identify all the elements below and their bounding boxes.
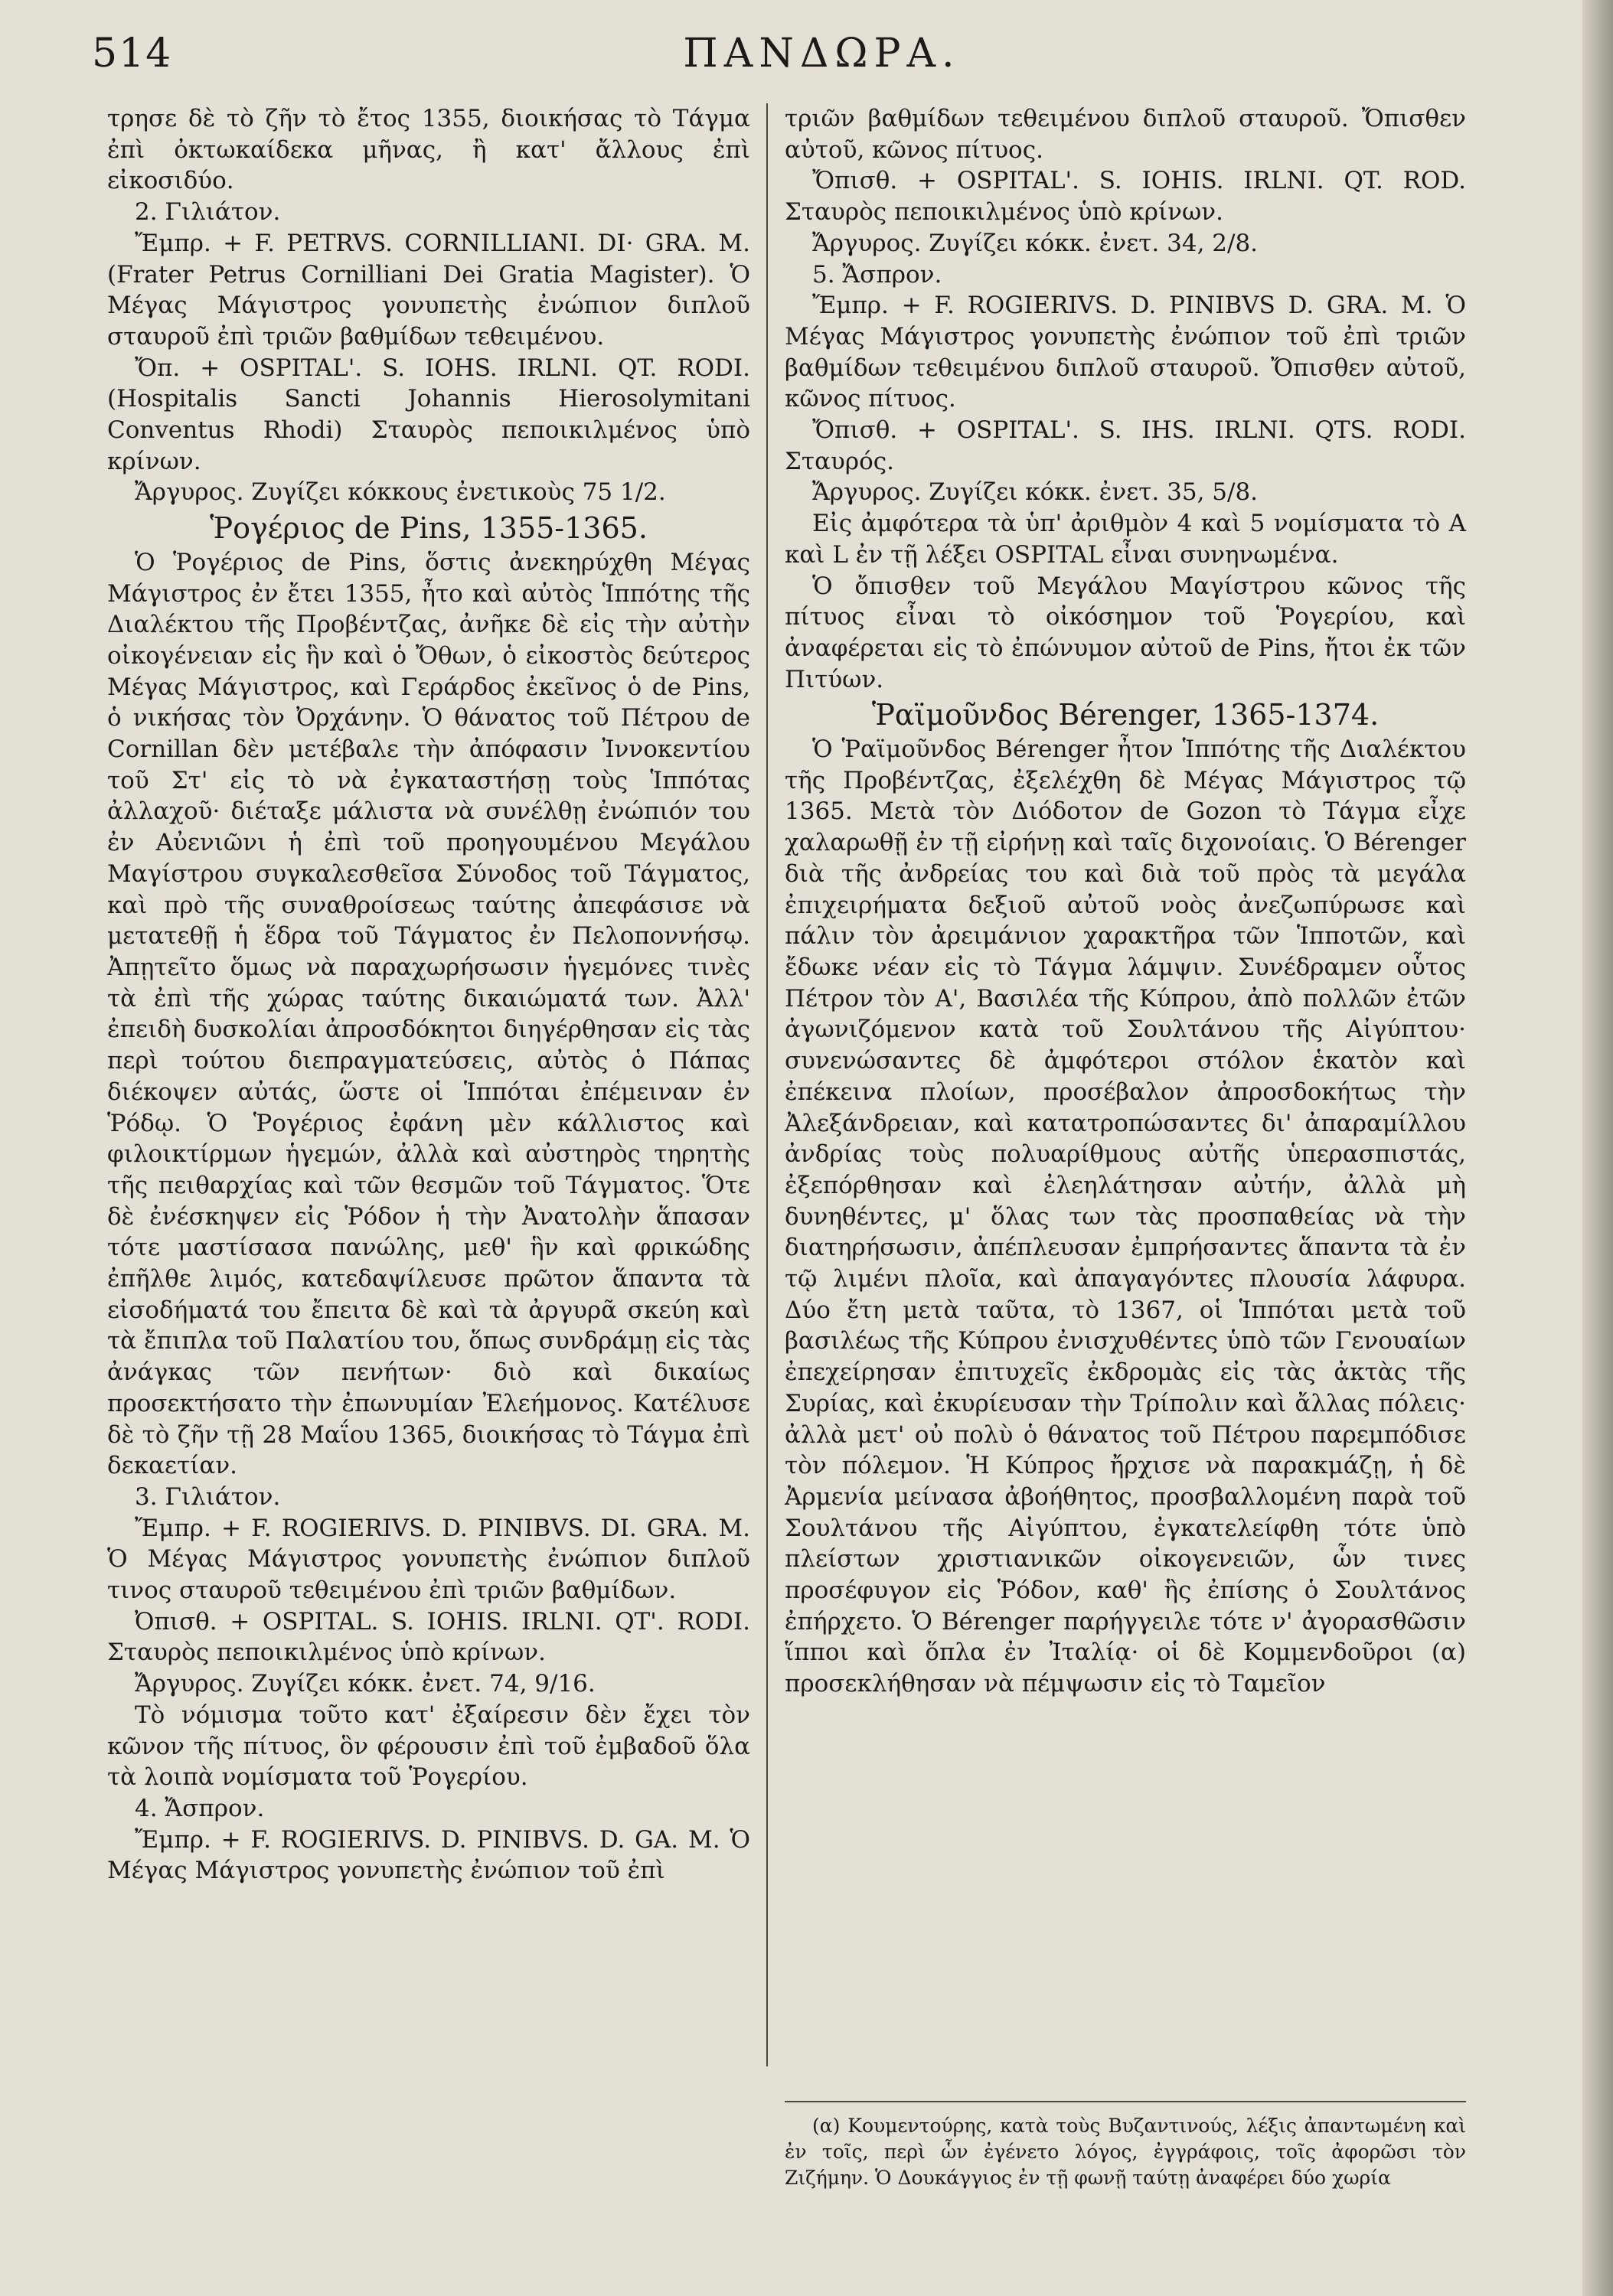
section-heading: Ῥογέριος de Pins, 1355-1365. bbox=[210, 511, 648, 546]
text-paragraph: Ὁ ὄπισθεν τοῦ Μεγάλου Μαγίστρου κῶνος τῆς πίτυος εἶναι τὸ οἰκόσημον τοῦ Ῥογερίου, καὶ ἀναφέρεται εἰς τὸ ἐπώνυμον αὐτοῦ de Pins, ἤτοι ἐκ τῶν Πιτύων. bbox=[785, 572, 1466, 693]
text-paragraph: Ἔμπρ. + F. PETRVS. CORNILLIANI. DI· GRA. M. (Frater Petrus Cornilliani Dei Gratia Magister). Ὁ Μέγας Μάγιστρος γονυπετὴς ἐνώπιον διπλοῦ σταυροῦ ἐπὶ τριῶν βαθμίδων τεθειμένου. bbox=[107, 229, 750, 351]
section-heading: Ῥαϊμοῦνδος Bérenger, 1365-1374. bbox=[871, 698, 1380, 732]
text-paragraph: Ὄπ. + OSPITAL'. S. IOHS. IRLNI. QT. RODI. (Hospitalis Sancti Johannis Hierosolymitani Conventus Rhodi) Σταυρὸς πεποικιλμένος ὑπὸ κρίνων. bbox=[107, 354, 750, 475]
text-paragraph: Ἄργυρος. Ζυγίζει κόκκ. ἐνετ. 34, 2/8. bbox=[812, 229, 1259, 257]
text-paragraph: Ὄπισθ. + OSPITAL'. S. IHS. IRLNI. QTS. RODI. Σταυρός. bbox=[785, 416, 1466, 475]
text-paragraph: Ἔμπρ. + F. ROGIERIVS. D. PINIBVS D. GRA. M. Ὁ Μέγας Μάγιστρος γονυπετὴς ἐνώπιον τοῦ ἐπὶ τριῶν βαθμίδων τεθειμένου διπλοῦ σταυροῦ. Ὄπισθεν αὐτοῦ, κῶνος πίτυος. bbox=[785, 292, 1466, 413]
page-edge-shadow bbox=[1582, 0, 1613, 2296]
page-header bbox=[92, 31, 1552, 92]
text-paragraph: Ὀπισθ. + OSPITAL. S. IOHIS. IRLNI. QT'. RODI. Σταυρὸς πεποικιλμένος ὑπὸ κρίνων. bbox=[107, 1607, 750, 1667]
footnote-a: (α) Κουμεντούρης, κατὰ τοὺς Βυζαντινούς, λέξις ἀπαντωμένη καὶ ἐν τοῖς, περὶ ὧν ἐγένετο λόγος, ἐγγράφοις, τοῖς ἀφορῶσι τὸν Ζιζήμην. Ὁ Δουκάγγιος ἐν τῇ φωνῇ ταύτῃ ἀναφέρει δύο χωρία bbox=[785, 2115, 1466, 2189]
page-number: 514 bbox=[92, 31, 173, 77]
text-paragraph: 4. Ἄσπρον. bbox=[135, 1794, 265, 1822]
footnotes bbox=[785, 2101, 1466, 2191]
text-paragraph: 3. Γιλιάτον. bbox=[135, 1482, 281, 1511]
text-paragraph: τριῶν βαθμίδων τεθειμένου διπλοῦ σταυροῦ. Ὄπισθεν αὐτοῦ, κῶνος πίτυος. bbox=[785, 105, 1466, 164]
text-paragraph: Ἄργυρος. Ζυγίζει κόκκ. ἐνετ. 74, 9/16. bbox=[135, 1670, 596, 1698]
text-paragraph: Ὄπισθ. + OSPITAL'. S. IOHIS. IRLNI. QT. ROD. Σταυρὸς πεποικιλμένος ὑπὸ κρίνων. bbox=[785, 167, 1466, 227]
text-paragraph: Ἔμπρ. + F. ROGIERIVS. D. PINIBVS. DI. GRA. M. Ὁ Μέγας Μάγιστρος γονυπετὴς ἐνώπιον διπλοῦ τινος σταυροῦ τεθειμένου ἐπὶ τριῶν βαθμίδων. bbox=[107, 1514, 750, 1605]
text-paragraph: Ὁ Ῥογέριος de Pins, ὅστις ἀνεκηρύχθη Μέγας Μάγιστρος ἐν ἔτει 1355, ἦτο καὶ αὐτὸς Ἱππότης τῆς Διαλέκτου τῆς Προβέντζας, ἀνῆκε δὲ εἰς τὴν αὐτὴν οἰκογένειαν εἰς ἣν καὶ ὁ Ὄθων, ὁ εἰκοστὸς δεύτερος Μέγας Μάγιστρος, καὶ Γεράρδος ἐκεῖνος ὁ de Pins, ὁ νικήσας τὸν Ὀρχάνην. Ὁ θάνατος τοῦ Πέτρου de Cornillan δὲν μετέβαλε τὴν ἀπόφασιν Ἰννοκεντίου τοῦ Στ' εἰς τὸ νὰ ἐγκαταστήσῃ τοὺς Ἱππότας ἀλλαχοῦ· διέταξε μάλιστα νὰ συνέλθῃ ἐνώπιόν του ἐν Αὐενιῶνι ἡ ἐπὶ τοῦ προηγουμένου Μεγάλου Μαγίστρου συγκαλεσθεῖσα Σύνοδος τοῦ Τάγματος, καὶ πρὸ τῆς συναθροίσεως ταύτης ἀπεφάσισε νὰ μετατεθῇ ἡ ἕδρα τοῦ Τάγματος ἐν Πελοποννήσῳ. Ἀπῃτεῖτο ὅμως νὰ παραχωρήσωσιν ἡγεμόνες τινὲς τὰ ἐπὶ τῆς χώρας ταύτης δικαιώματά των. Ἀλλ' ἐπειδὴ δυσκολίαι ἀπροσδόκητοι διηγέρθησαν εἰς τὰς περὶ τούτου διεπραγματεύσεις, αὐτὸς ὁ Πάπας διέκοψεν αὐτάς, ὥστε οἱ Ἱππόται ἐπέμειναν ἐν Ῥόδῳ. Ὁ Ῥογέριος ἐφάνη μὲν κάλλιστος καὶ φιλοικτίρμων ἡγεμών, ἀλλὰ καὶ αὐστηρὸς τηρητὴς τῆς πειθαρχίας καὶ τῶν θεσμῶν τοῦ Τάγματος. Ὅτε δὲ ἐνέσκηψεν εἰς Ῥόδον ἡ τὴν Ἀνατολὴν ἅπασαν τότε μαστίσασα πανώλης, μεθ' ἣν καὶ φρικώδης ἐπῆλθε λιμός, κατεδαψίλευσε πρῶτον ἅπαντα τὰ εἰσοδήματά του ἔπειτα δὲ καὶ τὰ ἀργυρᾶ σκεύη καὶ τὰ ἔπιπλα τοῦ Παλατίου του, ὅπως συνδράμῃ εἰς τὰς ἀνάγκας τῶν πενήτων· διὸ καὶ δικαίως προσεκτήσατο τὴν ἐπωνυμίαν Ἐλεήμονος. Κατέλυσε δὲ τὸ ζῆν τῇ 28 Μαΐου 1365, διοικήσας τὸ Τάγμα ἐπὶ δεκαετίαν. bbox=[107, 548, 750, 1480]
text-paragraph: Ἄργυρος. Ζυγίζει κόκκους ἐνετικοὺς 75 1/2. bbox=[135, 478, 666, 507]
text-paragraph: 2. Γιλιάτον. bbox=[135, 198, 281, 227]
right-column bbox=[785, 103, 1466, 1700]
text-paragraph: Ὁ Ῥαϊμοῦνδος Bérenger ἦτον Ἱππότης τῆς Διαλέκτου τῆς Προβέντζας, ἐξελέχθη δὲ Μέγας Μάγιστρος τῷ 1365. Μετὰ τὸν Διόδοτον de Gozon τὸ Τάγμα εἶχε χαλαρωθῇ ἐν τῇ εἰρήνῃ καὶ ταῖς διχονοίαις. Ὁ Bérenger διὰ τῆς ἀνδρείας του καὶ διὰ τοῦ πρὸς τὰ μεγάλα ἐπιχειρήματα δεξιοῦ αὐτοῦ νοὸς ἀνεζωπύρωσε καὶ πάλιν τὸν ἀρειμάνιον χαρακτῆρα τῶν Ἱπποτῶν, καὶ ἔδωκε νέαν εἰς τὸ Τάγμα λάμψιν. Συνέδραμεν οὗτος Πέτρον τὸν Α', Βασιλέα τῆς Κύπρου, ἀπὸ πολλῶν ἐτῶν ἀγωνιζόμενον κατὰ τοῦ Σουλτάνου τῆς Αἰγύπτου· συνενώσαντες δὲ ἀμφότεροι στόλον ἑκατὸν καὶ ἐπέκεινα πλοίων, προσέβαλον ἀπροσδοκήτως τὴν Ἀλεξάνδρειαν, καὶ κατατροπώσαντες δι' ἀπαραμίλλου ἀνδρίας τοὺς πολυαρίθμους αὐτῆς ὑπερασπιστάς, ἐξεπόρθησαν καὶ ἐλεηλάτησαν αὐτήν, ἀλλὰ μὴ δυνηθέντες, μ' ὅλας των τὰς προσπαθείας νὰ τὴν διατηρήσωσιν, ἀπέπλευσαν ἐμπρήσαντες ἅπαντα τὰ ἐν τῷ λιμένι πλοῖα, καὶ ἀπαγαγόντες πλουσία λάφυρα. Δύο ἔτη μετὰ ταῦτα, τὸ 1367, οἱ Ἱππόται μετὰ τοῦ βασιλέως τῆς Κύπρου ἐνισχυθέντες ὑπὸ τῶν Γενουαίων ἐπεχείρησαν ἐπιτυχεῖς ἐκδρομὰς εἰς τὰς ἀκτὰς τῆς Συρίας, καὶ ἐκυρίευσαν τὴν Τρίπολιν καὶ ἄλλας πόλεις· ἀλλὰ μετ' οὐ πολὺ ὁ θάνατος τοῦ Πέτρου παρεμπόδισε τὸν πόλεμον. Ἡ Κύπρος ἤρχισε νὰ παρακμάζῃ, ἡ δὲ Ἀρμενία μείνασα ἀβοήθητος, προσβαλλομένη παρὰ τοῦ Σουλτάνου τῆς Αἰγύπτου, ἐγκατελείφθη τότε ὑπὸ πλείστων χριστιανικῶν οἰκογενειῶν, ὧν τινες προσέφυγον εἰς Ῥόδον, καθ' ἣς ἐπίσης ὁ Σουλτάνος ἐπήρχετο. Ὁ Bérenger παρήγγειλε τότε ν' ἀγορασθῶσιν ἵπποι καὶ ὅπλα ἐν Ἰταλίᾳ· οἱ δὲ Κομμενδοῦροι (α) προσεκλήθησαν νὰ πέμψωσιν εἰς τὸ Ταμεῖον bbox=[785, 735, 1466, 1698]
running-title: ΠΑΝΔΩΡΑ. bbox=[683, 31, 961, 77]
text-paragraph: Ἔμπρ. + F. ROGIERIVS. D. PINIBVS. D. GA. M. Ὁ Μέγας Μάγιστρος γονυπετὴς ἐνώπιον τοῦ ἐπὶ bbox=[107, 1825, 750, 1885]
text-paragraph: Ἄργυρος. Ζυγίζει κόκκ. ἐνετ. 35, 5/8. bbox=[812, 478, 1259, 507]
column-divider bbox=[766, 103, 768, 2066]
text-paragraph: Τὸ νόμισμα τοῦτο κατ' ἐξαίρεσιν δὲν ἔχει τὸν κῶνον τῆς πίτυος, ὃν φέρουσιν ἐπὶ τοῦ ἐμβαδοῦ ὅλα τὰ λοιπὰ νομίσματα τοῦ Ῥογερίου. bbox=[107, 1701, 750, 1792]
text-paragraph: 5. Ἄσπρον. bbox=[812, 260, 942, 289]
text-paragraph: Εἰς ἀμφότερα τὰ ὑπ' ἀριθμὸν 4 καὶ 5 νομίσματα τὸ A καὶ L ἐν τῇ λέξει OSPITAL εἶναι συνηνωμένα. bbox=[785, 510, 1466, 569]
left-column bbox=[107, 103, 750, 1887]
text-paragraph: τρησε δὲ τὸ ζῆν τὸ ἔτος 1355, διοικήσας τὸ Τάγμα ἐπὶ ὀκτωκαίδεκα μῆνας, ἢ κατ' ἄλλους ἐπὶ εἰκοσιδύο. bbox=[107, 105, 750, 195]
